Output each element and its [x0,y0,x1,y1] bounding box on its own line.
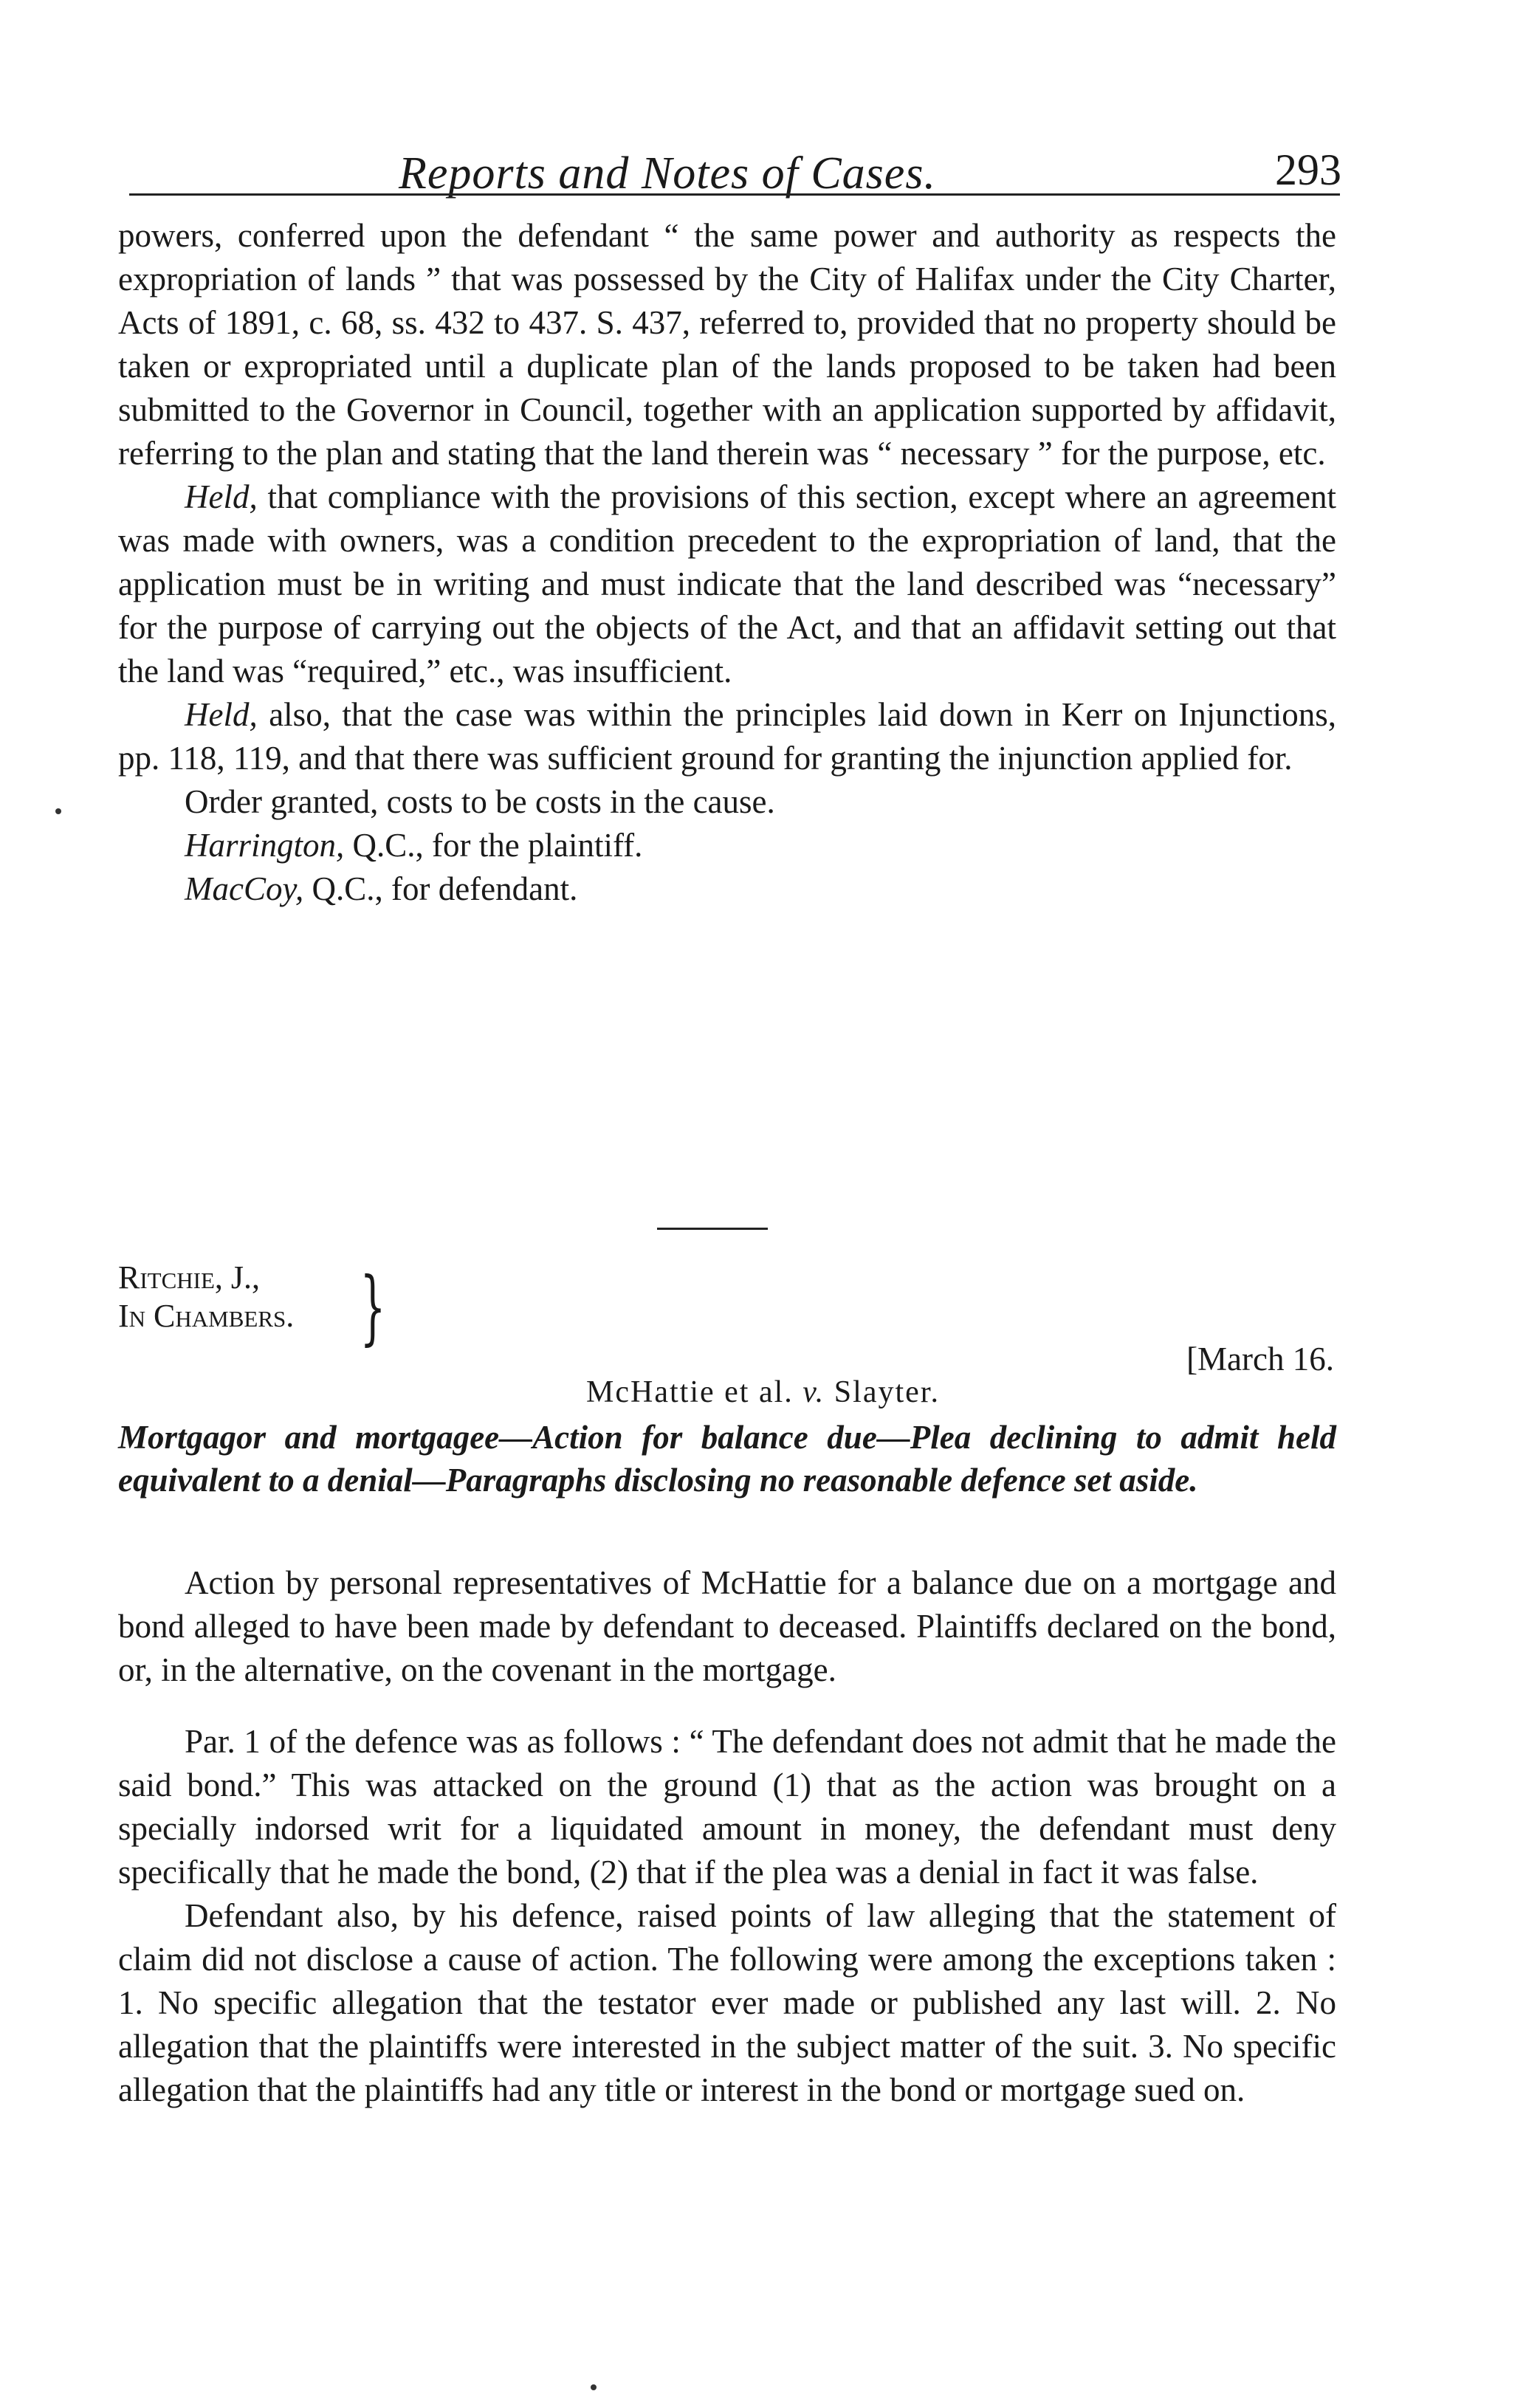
case-date: [March 16. [1186,1341,1334,1377]
case2-paragraph-1: Action by personal representatives of McHattie for a balance due on a mortgage and bond alleged to have been made by defendant to deceased. Plaintiffs declared on the bond, or, in the alternative, on the covenant in the mortgage. [118,1564,1336,1688]
case1-held-1 [118,475,1336,693]
print-speck [55,808,61,814]
held-label: Held, [185,696,258,733]
brace-glyph: } [360,1259,386,1354]
case-title-party-2: Slayter. [834,1375,940,1409]
judge-name: Ritchie, J., [118,1259,261,1296]
case-title [0,1375,1526,1410]
case2-paragraph-3: Defendant also, by his defence, raised points of law alleging that the statement of claim did not disclose a cause of action. The following were among the exceptions taken : 1. No specific allegation that the testator ever made or published any last will. 2. No allegation that the plaintiffs were interested in the subject matter of the suit. 3. No specific allegation that the plaintiffs had any title or interest in the bond or mortgage sued on. [118,1897,1336,2108]
case1-held-2 [118,693,1336,780]
case1-paragraph-1: powers, conferred upon the defendant “ the same power and authority as respects the expropriation of lands ” that was possessed by the City of Halifax under the City Charter, Acts of 1891, c. 68, ss. 432 to 437. S. 437, referred to, provided that no property should be taken or expropriated until a duplicate plan of the lands proposed to be taken had been submitted to the Governor in Council, together with an application supported by affidavit, referring to the plan and stating that the land therein was “ necessary ” for the purpose, etc. [118,217,1336,472]
page-number: 293 [1275,145,1341,194]
case1-order: Order granted, costs to be costs in the cause. [185,783,775,820]
judge-attribution [118,1259,294,1335]
case-title-party-1: McHattie et al. [586,1375,794,1409]
counsel-role: Q.C., for the plaintiff. [344,827,643,864]
held-label: Held, [185,478,258,515]
held-text: that compliance with the provisions of this section, except where an agreement was made with owners, was a condition precedent to the expropriation of land, that the application must be in writing and must indicate that the land described was “necessary” for the purpose of carrying out the objects of the Act, and that an affidavit setting out that the land was “required,” etc., was insufficient. [118,478,1336,689]
counsel-role: Q.C., for defendant. [303,870,578,907]
case-headnote: Mortgagor and mortgagee—Action for balance due—Plea declining to admit held equivalent to a denial—Paragraphs disclosing no reasonable defence set aside. [118,1419,1336,1499]
running-header-title: Reports and Notes of Cases. [399,148,936,199]
case2-body [118,1561,1336,2112]
case-separator-rule [657,1228,768,1230]
case2-paragraph-2: Par. 1 of the defence was as follows : “ The defendant does not admit that he made the said bond.” This was attacked on the ground (1) that as the action was brought on a specially indorsed writ for a liquidated amount in money, the defendant must deny specifically that he made the bond, (2) that if the plea was a denial in fact it was false. [118,1723,1336,1891]
case-title-versus: v. [802,1375,825,1409]
case1-counsel-plaintiff [118,824,1336,867]
counsel-name: Harrington, [185,827,345,864]
held-text: also, that the case was within the principles laid down in Kerr on Injunctions, pp. 118, 119, and that there was sufficient ground for granting the injunction applied for. [118,696,1336,777]
judge-chambers: In Chambers. [118,1298,295,1334]
counsel-name: MacCoy, [185,870,304,907]
case1-counsel-defendant [118,867,1336,911]
print-speck [591,2384,597,2390]
case1-body [118,214,1336,911]
header-rule [129,193,1340,196]
